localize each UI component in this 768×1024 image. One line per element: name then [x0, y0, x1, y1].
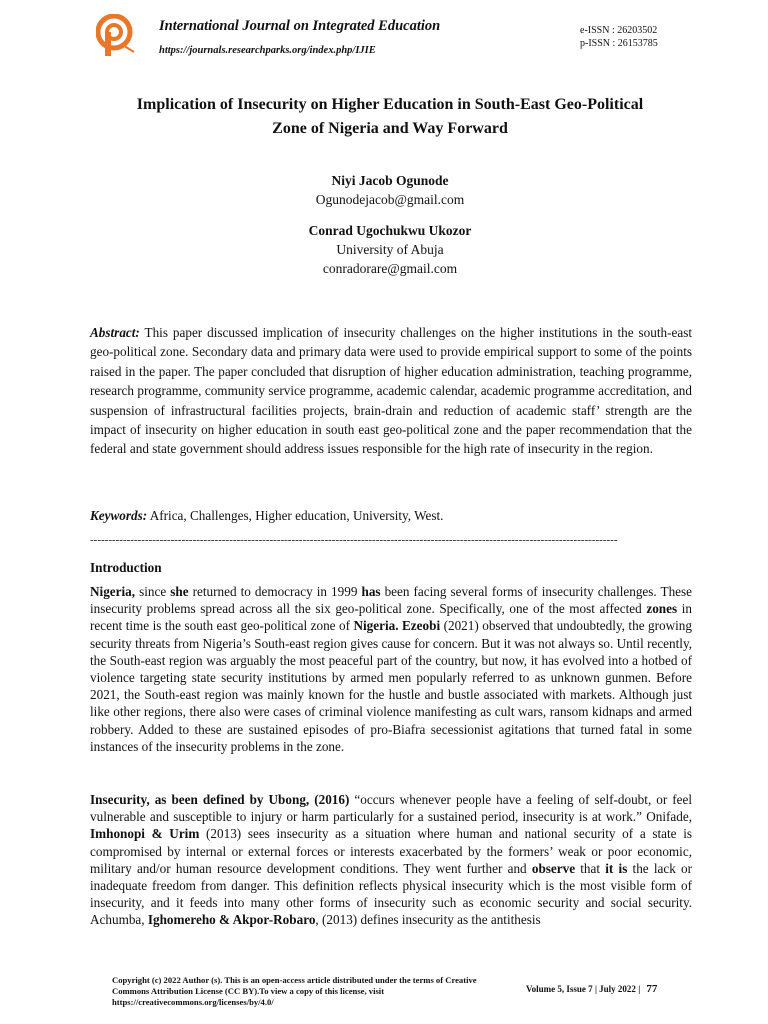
author-1: [90, 171, 690, 209]
text-run: returned to democracy in 1999: [188, 584, 362, 599]
text-run: in recent time is the south east geo-political zone of: [90, 601, 692, 634]
issn-block: [580, 24, 658, 50]
text-bold: Ighomereho & Akpor-Robaro: [147, 912, 316, 928]
author-email[interactable]: conradorare@gmail.com: [322, 261, 458, 276]
text-run: (2013) sees insecurity as a situation where human and national security of a state is compromised by internal or external forces or interests exacerbated by the formers’ weak or poor economic, military and/or human resource development conditions. They went further and: [90, 826, 693, 876]
text-bold: Ezeobi: [402, 618, 441, 634]
page-number: 77: [646, 983, 658, 995]
text-run: (2021) observed that undoubtedly, the growing security threats from Nigeria’s South-east region gives cause for concern. But it was not always so. Until recently, the South-east region was arguably the most peaceful part of the country, but now, it has evolved into a hotbed of violence targeting state security institutions by armed men popularly referred to as unknown gunmen. Before 2021, the South-east region was mainly known for the hustle and bustle associated with markets. Although just like other regions, there also were cases of criminal violence manifesting as cult wars, ransom kidnaps and armed robbery. Added to these are sustained episodes of pro-Biafra secessionist agitations that turned fatal in some instances of the insecurity problems in the zone.: [90, 618, 692, 754]
text-run: , (2013) defines insecurity as the antithesis: [315, 912, 541, 928]
section-separator: ------------------------------------------------------------------------------------------------------------------------------------------------: [90, 534, 618, 546]
text-bold: observe: [531, 860, 576, 876]
introduction-paragraph-2: [90, 791, 692, 929]
text-bold: zones: [646, 601, 678, 617]
journal-title: International Journal on Integrated Education: [159, 18, 441, 34]
text-bold: Nigeria.: [353, 618, 399, 634]
keywords-text: Africa, Challenges, Higher education, University, West.: [149, 508, 444, 523]
text-bold: Nigeria,: [90, 584, 136, 599]
text-run: been facing several forms of insecurity challenges. These insecurity problems spread across all the six geo-political zone. Specifically, one of the most affected: [90, 584, 693, 617]
journal-url[interactable]: https://journals.researchparks.org/index.php/IJIE: [159, 45, 376, 56]
text-run: that: [575, 860, 606, 876]
keywords: [90, 506, 692, 525]
paper-title: [90, 93, 690, 141]
footer-separator: |: [594, 984, 597, 994]
introduction-heading: Introduction: [90, 560, 162, 575]
page-footer: [526, 983, 706, 995]
text-bold: Imhonopi & Urim: [90, 826, 200, 842]
journal-logo: [96, 14, 136, 58]
author-affiliation: University of Abuja: [336, 242, 444, 257]
footer-separator: |: [638, 984, 641, 994]
abstract-text: This paper discussed implication of insecurity challenges on the higher institutions in the south-east geo-political zone. Secondary data and primary data were used to provide empirical support to some of the points raised in the paper. The paper concluded that disruption of higher education administration, teaching programme, research programme, community service programme, academic calendar, academic programme accreditation, and suspension of infrastructural facilities projects, brain-drain and reduction of academic staff’ strength are the impact of insecurity on higher education in south east geo-political zone and the paper recommendation that the federal and state government should address issues responsible for the high rate of insecurity in the region.: [90, 325, 693, 457]
introduction-paragraph-1: [90, 583, 692, 755]
paper-title-line-2: Zone of Nigeria and Way Forward: [272, 120, 508, 137]
abstract-label: Abstract:: [90, 325, 140, 340]
text-bold: has: [361, 584, 381, 599]
copyright-notice: Copyright (c) 2022 Author (s). This is an open-access article distributed under the terms of Creative Commons Attribution License (CC BY).To view a copy of this license, visit https://creativecommons.org/licenses/by/4.0/: [112, 975, 477, 1007]
author-email[interactable]: Ogunodejacob@gmail.com: [315, 192, 465, 207]
author-list: [90, 171, 690, 278]
text-run: “occurs whenever people have a feeling of self-doubt, or feel vulnerable and susceptible to injury or harm particularly for a sustained period, insecurity is at work.” Onifade,: [90, 792, 692, 825]
author-name: Niyi Jacob Ogunode: [331, 173, 449, 188]
abstract: [90, 323, 692, 459]
text-bold: she: [170, 584, 189, 599]
author-2: [90, 221, 690, 278]
pissn: p-ISSN : 26153785: [580, 38, 658, 49]
issue-date: July 2022: [599, 984, 636, 994]
journal-header: [96, 14, 696, 64]
paper-title-line-1: Implication of Insecurity on Higher Education in South-East Geo-Political: [136, 96, 644, 113]
author-name: Conrad Ugochukwu Ukozor: [308, 223, 472, 238]
volume-issue: Volume 5, Issue 7: [526, 984, 593, 994]
text-bold: Insecurity, as been defined by Ubong, (2016): [90, 792, 350, 807]
text-run: since: [135, 584, 171, 599]
keywords-label: Keywords:: [90, 508, 148, 523]
text-run: the lack or inadequate freedom from danger. This definition reflects physical insecurity which is the most visible form of insecurity, and it feeds into many other forms of insecurity such as economic security and social security. Achumba,: [90, 860, 693, 928]
eissn: e-ISSN : 26203502: [580, 25, 658, 36]
text-bold: it is: [605, 860, 628, 876]
